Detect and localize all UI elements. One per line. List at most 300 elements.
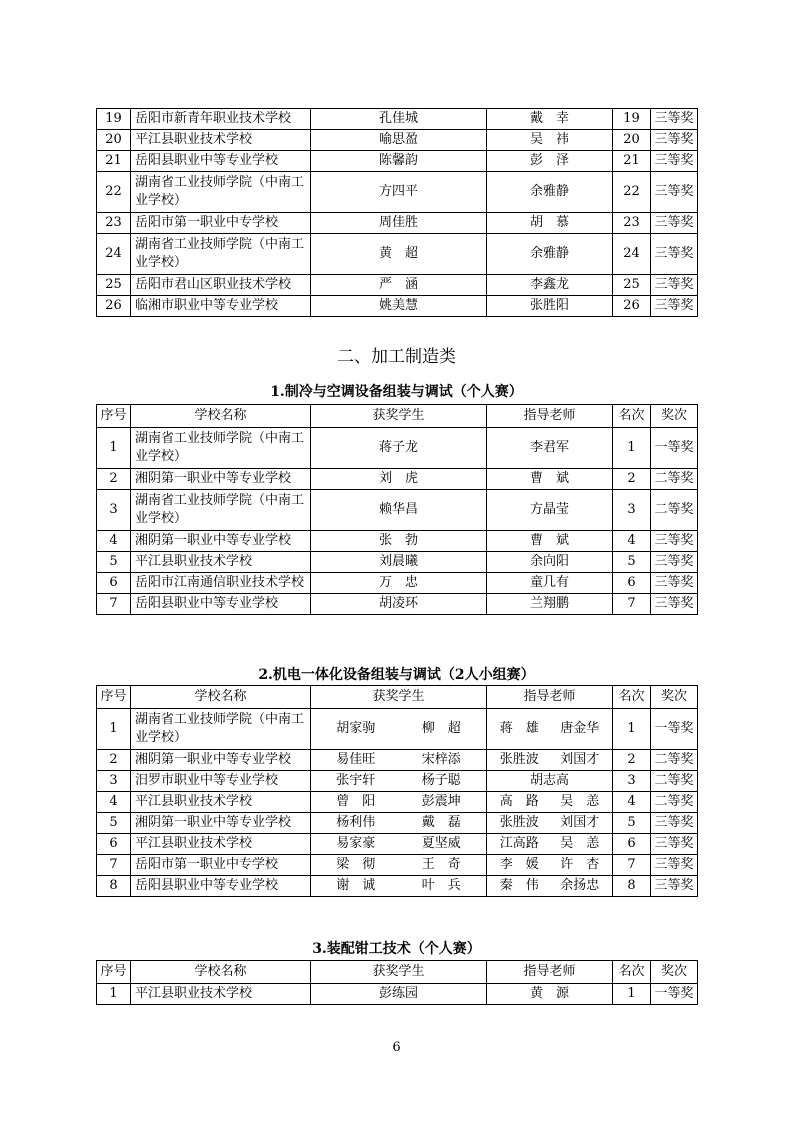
school-name: 岳阳县职业中等专业学校 [131,594,311,615]
award-value: 二等奖 [651,490,698,531]
teachers-cell-names [489,553,610,571]
teachers-cell [487,213,613,234]
row-number: 2 [97,469,131,490]
teachers-cell-names [489,110,610,128]
person-name: 陈馨韵 [378,153,418,168]
students-cell-names [313,835,484,853]
person-name: 梁 彻 [336,857,376,872]
person-name: 张胜阳 [529,298,569,313]
no-header: 序号 [97,686,131,709]
award-value: 三等奖 [651,552,698,573]
table-row [97,151,698,172]
row-number: 25 [97,275,131,296]
students-cell [311,531,487,552]
teachers-cell [487,771,613,792]
person-name: 严 涵 [378,277,418,292]
students-cell [311,296,487,317]
rank-value: 24 [613,234,651,275]
students-cell-names [313,856,484,874]
award-header: 奖次 [651,686,698,709]
row-number: 7 [97,855,131,876]
person-name: 黄 超 [378,246,418,261]
teachers-cell-names [489,772,610,790]
person-name: 胡凌环 [378,596,418,611]
person-name: 吴 祎 [529,132,569,147]
school-name: 临湘市职业中等专业学校 [131,296,311,317]
person-name: 曹 斌 [529,471,569,486]
award-header: 奖次 [651,405,698,428]
students-cell [311,130,487,151]
rank-value: 6 [613,573,651,594]
teachers-header: 指导老师 [487,961,613,984]
school-header: 学校名称 [131,961,311,984]
school-name: 湘阴第一职业中等专业学校 [131,469,311,490]
students-cell [311,172,487,213]
teachers-cell [487,855,613,876]
teachers-cell [487,876,613,897]
award-header: 奖次 [651,961,698,984]
students-cell [311,469,487,490]
award-value: 一等奖 [651,428,698,469]
rank-value: 22 [613,172,651,213]
rank-value: 4 [613,531,651,552]
rank-header: 名次 [613,961,651,984]
person-name: 万 忠 [378,575,418,590]
teachers-cell [487,750,613,771]
person-name: 张 勃 [378,533,418,548]
person-name: 曹 斌 [529,533,569,548]
row-number: 21 [97,151,131,172]
table-row [97,275,698,296]
row-number: 22 [97,172,131,213]
rank-value: 2 [613,469,651,490]
teachers-cell [487,172,613,213]
teachers-cell-names [489,532,610,550]
person-name: 刘国才 [560,815,600,830]
students-cell-names [313,297,484,315]
person-name: 唐金华 [560,721,600,736]
school-name: 平江县职业技术学校 [131,834,311,855]
students-header: 获奖学生 [311,686,487,709]
students-cell-names [313,985,484,1003]
table-row [97,573,698,594]
table-row [97,469,698,490]
person-name: 方四平 [378,184,418,199]
person-name: 余扬忠 [560,878,600,893]
students-cell-names [313,553,484,571]
person-name: 童几有 [529,575,569,590]
row-number: 6 [97,834,131,855]
person-name: 戴 幸 [529,111,569,126]
award-value: 三等奖 [651,573,698,594]
school-name: 岳阳县职业中等专业学校 [131,876,311,897]
person-name: 余雅静 [529,184,569,199]
table-row [97,531,698,552]
teachers-cell [487,469,613,490]
person-name: 胡家驹 [336,721,376,736]
award-value: 三等奖 [651,234,698,275]
students-cell [311,984,487,1005]
teachers-cell-names [489,595,610,613]
person-name: 彭练园 [378,986,418,1001]
row-number: 4 [97,531,131,552]
row-number: 26 [97,296,131,317]
school-header: 学校名称 [131,405,311,428]
rank-value: 1 [613,984,651,1005]
school-name: 岳阳市君山区职业技术学校 [131,275,311,296]
rank-value: 23 [613,213,651,234]
table-row [97,296,698,317]
award-value: 三等奖 [651,834,698,855]
person-name: 刘国才 [560,752,600,767]
rank-value: 1 [613,709,651,750]
school-name: 平江县职业技术学校 [131,552,311,573]
students-cell [311,771,487,792]
students-cell [311,750,487,771]
table-row [97,213,698,234]
results-table-3 [96,960,698,1005]
row-number: 3 [97,490,131,531]
rank-value: 3 [613,490,651,531]
school-name: 岳阳市第一职业中专学校 [131,213,311,234]
table-row [97,750,698,771]
students-cell [311,594,487,615]
award-value: 二等奖 [651,750,698,771]
students-header: 获奖学生 [311,405,487,428]
school-name: 湖南省工业技师学院（中南工业学校） [131,428,311,469]
award-value: 三等奖 [651,109,698,130]
table-row [97,984,698,1005]
teachers-cell-names [489,574,610,592]
person-name: 周佳胜 [378,215,418,230]
table-row [97,876,698,897]
award-value: 二等奖 [651,792,698,813]
students-cell-names [313,152,484,170]
teachers-cell [487,130,613,151]
rank-value: 2 [613,750,651,771]
person-name: 张胜波 [499,815,539,830]
row-number: 2 [97,750,131,771]
teachers-cell [487,490,613,531]
teachers-cell-names [489,501,610,519]
award-value: 三等奖 [651,172,698,213]
teachers-cell [487,834,613,855]
students-cell [311,855,487,876]
students-cell [311,834,487,855]
header-row [97,961,698,984]
award-value: 三等奖 [651,275,698,296]
teachers-cell-names [489,720,610,738]
teachers-cell [487,792,613,813]
header-row [97,405,698,428]
person-name: 秦 伟 [499,878,539,893]
person-name: 戴 磊 [421,815,461,830]
school-name: 平江县职业技术学校 [131,130,311,151]
row-number: 24 [97,234,131,275]
person-name: 刘 虎 [378,471,418,486]
award-value: 三等奖 [651,876,698,897]
teachers-cell [487,428,613,469]
row-number: 1 [97,709,131,750]
students-cell-names [313,470,484,488]
award-value: 三等奖 [651,213,698,234]
students-cell [311,109,487,130]
school-name: 湘阴第一职业中等专业学校 [131,750,311,771]
table-row [97,234,698,275]
teachers-cell-names [489,793,610,811]
teachers-cell-names [489,751,610,769]
table-row [97,428,698,469]
students-cell [311,552,487,573]
row-number: 1 [97,428,131,469]
table-row [97,594,698,615]
person-name: 易家豪 [336,836,376,851]
rank-header: 名次 [613,686,651,709]
teachers-cell-names [489,835,610,853]
students-cell-names [313,793,484,811]
teachers-cell-names [489,985,610,1003]
award-value: 三等奖 [651,130,698,151]
award-value: 三等奖 [651,531,698,552]
students-cell [311,813,487,834]
person-name: 蒋子龙 [378,440,418,455]
row-number: 5 [97,552,131,573]
students-cell-names [313,877,484,895]
person-name: 吴 恙 [560,836,600,851]
students-cell [311,234,487,275]
row-number: 6 [97,573,131,594]
header-row [97,686,698,709]
teachers-cell-names [489,152,610,170]
person-name: 张胜波 [499,752,539,767]
teachers-header: 指导老师 [487,686,613,709]
students-cell [311,709,487,750]
person-name: 曾 阳 [336,794,376,809]
award-value: 三等奖 [651,594,698,615]
students-cell [311,275,487,296]
rank-value: 20 [613,130,651,151]
person-name: 叶 兵 [421,878,461,893]
students-cell-names [313,276,484,294]
award-value: 三等奖 [651,855,698,876]
rank-value: 4 [613,792,651,813]
award-value: 一等奖 [651,984,698,1005]
person-name: 宋梓添 [421,752,461,767]
page-number: 6 [392,1040,401,1055]
row-number: 3 [97,771,131,792]
students-cell [311,490,487,531]
teachers-cell [487,594,613,615]
person-name: 彭震坤 [421,794,461,809]
students-cell-names [313,751,484,769]
rank-value: 5 [613,552,651,573]
teachers-cell [487,109,613,130]
person-name: 余雅静 [529,246,569,261]
award-value: 三等奖 [651,296,698,317]
award-value: 三等奖 [651,813,698,834]
rank-value: 19 [613,109,651,130]
teachers-cell [487,531,613,552]
person-name: 张宇轩 [336,773,376,788]
rank-value: 7 [613,855,651,876]
person-name: 孔佳城 [378,111,418,126]
person-name: 方晶莹 [529,502,569,517]
teachers-cell-names [489,183,610,201]
teachers-cell [487,984,613,1005]
rank-value: 5 [613,813,651,834]
students-cell-names [313,501,484,519]
person-name: 赖华昌 [378,502,418,517]
students-cell-names [313,720,484,738]
table1-title: 1.制冷与空调设备组装与调试（个人赛） [270,384,523,400]
teachers-cell-names [489,814,610,832]
table-row [97,709,698,750]
table-row [97,490,698,531]
person-name: 李君军 [529,440,569,455]
rank-header: 名次 [613,405,651,428]
person-name: 兰翔鹏 [529,596,569,611]
person-name: 彭 泽 [529,153,569,168]
award-value: 二等奖 [651,469,698,490]
table-row [97,130,698,151]
teachers-cell [487,813,613,834]
school-name: 湖南省工业技师学院（中南工业学校） [131,234,311,275]
school-name: 岳阳县职业中等专业学校 [131,151,311,172]
school-name: 湘阴第一职业中等专业学校 [131,813,311,834]
results-table-2 [96,685,698,897]
teachers-cell-names [489,276,610,294]
teachers-cell [487,151,613,172]
teachers-cell [487,296,613,317]
table-row [97,855,698,876]
students-cell-names [313,245,484,263]
award-value: 一等奖 [651,709,698,750]
person-name: 李 媛 [499,857,539,872]
rank-value: 6 [613,834,651,855]
person-name: 胡志高 [529,773,569,788]
rank-value: 8 [613,876,651,897]
results-table-1 [96,404,698,615]
students-cell-names [313,183,484,201]
rank-value: 26 [613,296,651,317]
students-cell-names [313,574,484,592]
person-name: 黄 源 [529,986,569,1001]
person-name: 胡 慕 [529,215,569,230]
row-number: 1 [97,984,131,1005]
students-cell [311,428,487,469]
students-cell-names [313,131,484,149]
students-cell-names [313,439,484,457]
person-name: 柳 超 [421,721,461,736]
teachers-cell-names [489,297,610,315]
teachers-cell-names [489,245,610,263]
students-cell-names [313,532,484,550]
teachers-cell-names [489,131,610,149]
person-name: 李鑫龙 [529,277,569,292]
school-name: 平江县职业技术学校 [131,792,311,813]
award-value: 二等奖 [651,771,698,792]
students-cell-names [313,110,484,128]
students-cell [311,213,487,234]
award-value: 三等奖 [651,151,698,172]
teachers-cell-names [489,439,610,457]
teachers-cell-names [489,877,610,895]
students-header: 获奖学生 [311,961,487,984]
teachers-header: 指导老师 [487,405,613,428]
school-name: 岳阳市新青年职业技术学校 [131,109,311,130]
school-name: 湖南省工业技师学院（中南工业学校） [131,172,311,213]
person-name: 刘晨曦 [378,554,418,569]
table2-title: 2.机电一体化设备组装与调试（2人小组赛） [258,667,535,683]
students-cell [311,573,487,594]
person-name: 夏坚威 [421,836,461,851]
person-name: 蒋 雄 [499,721,539,736]
row-number: 4 [97,792,131,813]
students-cell-names [313,814,484,832]
rank-value: 3 [613,771,651,792]
row-number: 20 [97,130,131,151]
table-row [97,552,698,573]
students-cell [311,151,487,172]
person-name: 高 路 [499,794,539,809]
teachers-cell-names [489,470,610,488]
students-cell [311,792,487,813]
table-row [97,834,698,855]
students-cell-names [313,214,484,232]
rank-value: 21 [613,151,651,172]
person-name: 谢 诚 [336,878,376,893]
teachers-cell-names [489,214,610,232]
person-name: 杨利伟 [336,815,376,830]
school-name: 湖南省工业技师学院（中南工业学校） [131,709,311,750]
no-header: 序号 [97,405,131,428]
table-row [97,792,698,813]
school-name: 平江县职业技术学校 [131,984,311,1005]
row-number: 23 [97,213,131,234]
students-cell-names [313,772,484,790]
school-name: 湖南省工业技师学院（中南工业学校） [131,490,311,531]
results-table-continued [96,108,698,317]
table-row [97,813,698,834]
person-name: 王 奇 [421,857,461,872]
row-number: 7 [97,594,131,615]
table-row [97,109,698,130]
person-name: 许 杏 [560,857,600,872]
row-number: 8 [97,876,131,897]
table-row [97,771,698,792]
teachers-cell [487,275,613,296]
rank-value: 25 [613,275,651,296]
row-number: 5 [97,813,131,834]
table-row [97,172,698,213]
teachers-cell-names [489,856,610,874]
person-name: 易佳旺 [336,752,376,767]
person-name: 喻思盈 [378,132,418,147]
school-name: 汨罗市职业中等专业学校 [131,771,311,792]
students-cell [311,876,487,897]
rank-value: 1 [613,428,651,469]
section-title: 二、加工制造类 [337,347,456,367]
person-name: 江高路 [499,836,539,851]
school-name: 湘阴第一职业中等专业学校 [131,531,311,552]
person-name: 余向阳 [529,554,569,569]
teachers-cell [487,573,613,594]
person-name: 吴 恙 [560,794,600,809]
school-name: 岳阳市江南通信职业技术学校 [131,573,311,594]
school-header: 学校名称 [131,686,311,709]
rank-value: 7 [613,594,651,615]
no-header: 序号 [97,961,131,984]
